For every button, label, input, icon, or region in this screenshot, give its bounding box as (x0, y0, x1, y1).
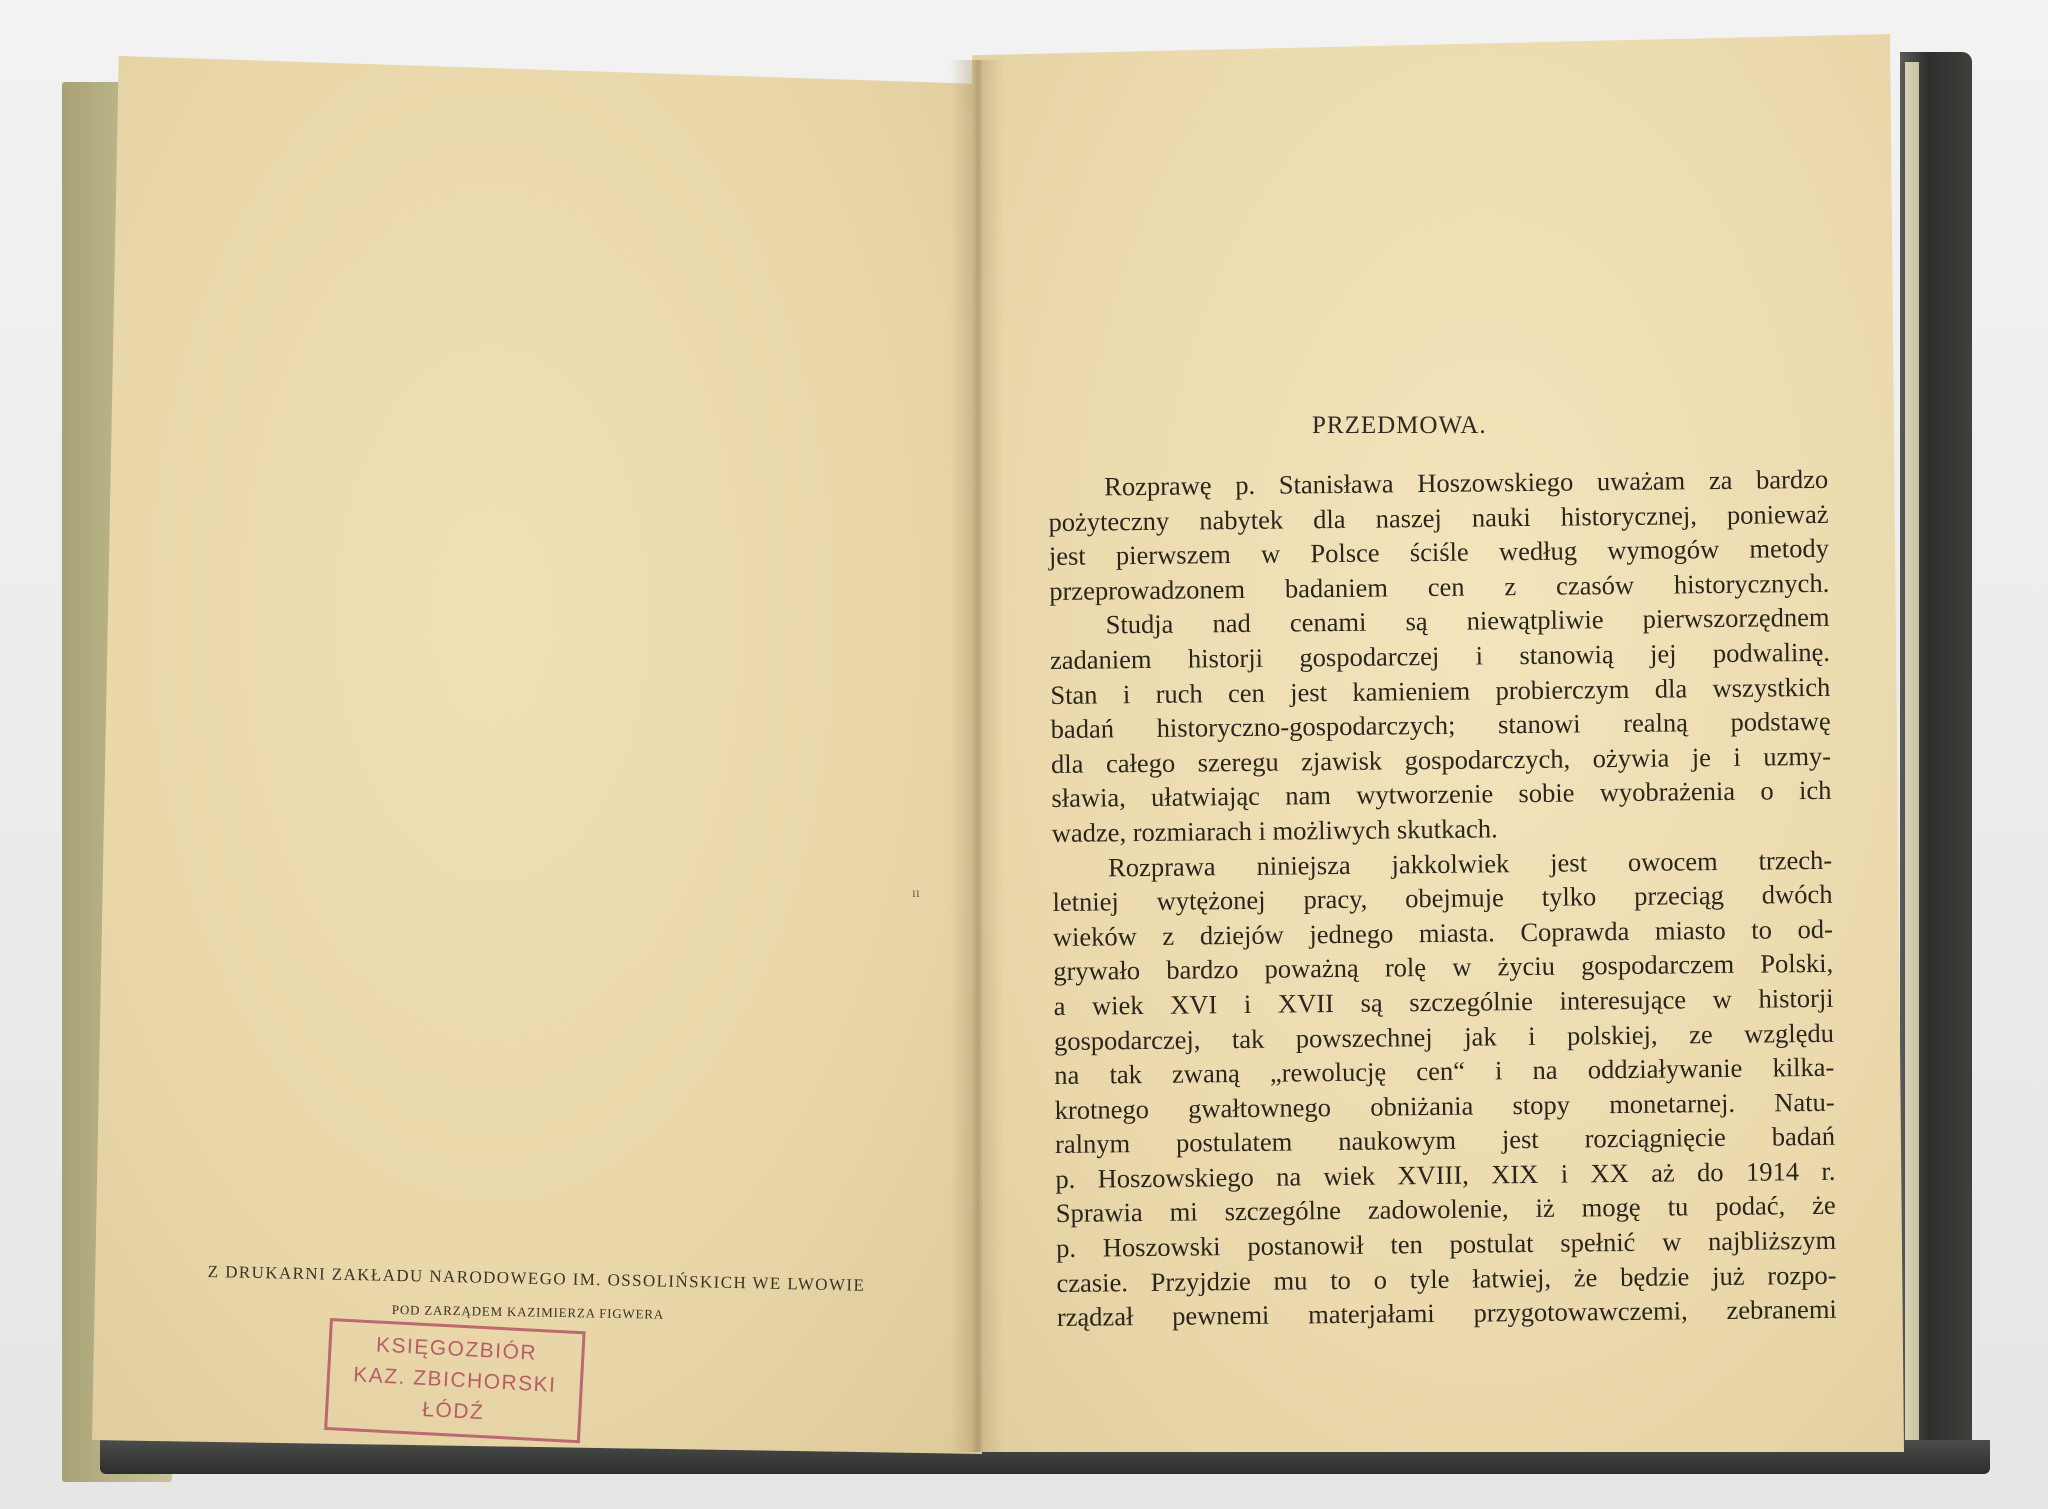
text-line: wadze, rozmiarach i możliwych skutkach. (1051, 813, 1498, 848)
text-line: pożyteczny nabytek dla naszej nauki historycznej, ponieważ (1048, 498, 1829, 537)
text-line: czasie. Przyjdzie mu to o tyle łatwiej, że będzie już rozpo- (1056, 1259, 1837, 1298)
text-line: rządzał pewnemi materjałami przygotowawczemi, zebranemi (1056, 1294, 1837, 1333)
page-block-edge (1905, 62, 1919, 1458)
text-line: letniej wytężonej pracy, obejmuje tylko przeciąg dwóch (1052, 878, 1833, 918)
printer-manager: POD ZARZĄDEM KAZIMIERZA FIGWERA (391, 1302, 665, 1322)
text-line: Rozprawę p. Stanisława Hoszowskiego uważam za bardzo (1104, 463, 1829, 502)
text-line: p. Hoszowski postanowił ten postulat spełnić w najbliższym (1055, 1224, 1837, 1264)
text-line: Stan i ruch cen jest kamieniem probierczym dla wszystkich (1050, 671, 1831, 710)
left-page (92, 56, 982, 1454)
text-line: p. Hoszowskiego na wiek XVIII, XIX i XX aż do 1914 r. (1055, 1155, 1836, 1194)
text-line: gospodarczej, tak powszechnej jak i polskiej, ze względu (1053, 1017, 1835, 1056)
text-line: grywało bardzo poważną rolę w życiu gospodarczem Polski, (1053, 948, 1834, 987)
text-line: badań historyczno-gospodarczych; stanowi realną podstawę (1050, 705, 1831, 745)
stamp-line-1: KSIĘGOZBIÓR (375, 1333, 538, 1365)
text-line: ralnym postulatem naukowym jest rozciągnięcie badań (1054, 1121, 1836, 1160)
text-line: Studja nad cenami są niewątpliwie pierwszorzędnem (1105, 602, 1830, 640)
text-line: Rozprawa niniejsza jakkolwiek jest owocem trzech- (1108, 844, 1833, 882)
text-line: wieków z dziejów jednego miasta. Coprawda miasto to od- (1052, 913, 1834, 952)
text-line: Sprawia mi szczególne zadowolenie, iż mogę tu podać, że (1055, 1190, 1836, 1229)
text-line: na tak zwaną „rewolucję cen“ i na oddziaływanie kilka- (1054, 1051, 1835, 1091)
text-line: krotnego gwałtownego obniżania stopy monetarnej. Natu- (1054, 1086, 1835, 1125)
text-line: dla całego szeregu zjawisk gospodarczych, ożywia je i uzmy- (1050, 740, 1832, 779)
margin-mark: ıı (912, 886, 920, 901)
page-heading: PRZEDMOWA. (1312, 412, 1487, 439)
stamp-line-2: KAZ. ZBICHORSKI (352, 1363, 558, 1397)
text-line: a wiek XVI i XVII są szczególnie interesujące w historji (1053, 982, 1834, 1021)
text-line: jest pierwszem w Polsce ściśle według wymogów metody (1048, 533, 1830, 572)
library-stamp (324, 1318, 586, 1443)
text-line: przeprowadzonem badaniem cen z czasów historycznych. (1049, 567, 1830, 606)
printer-imprint: Z DRUKARNI ZAKŁADU NARODOWEGO IM. OSSOLIŃSKICH WE LWOWIE (207, 1262, 866, 1295)
book-gutter (950, 60, 1004, 1452)
preface-text (1048, 462, 1837, 1335)
text-line: sławia, ułatwiając nam wytworzenie sobie wyobrażenia o ich (1051, 775, 1832, 814)
stamp-line-3: ŁÓDŹ (421, 1397, 485, 1425)
text-line: zadaniem historji gospodarczej i stanowią jej podwalinę. (1049, 636, 1831, 675)
